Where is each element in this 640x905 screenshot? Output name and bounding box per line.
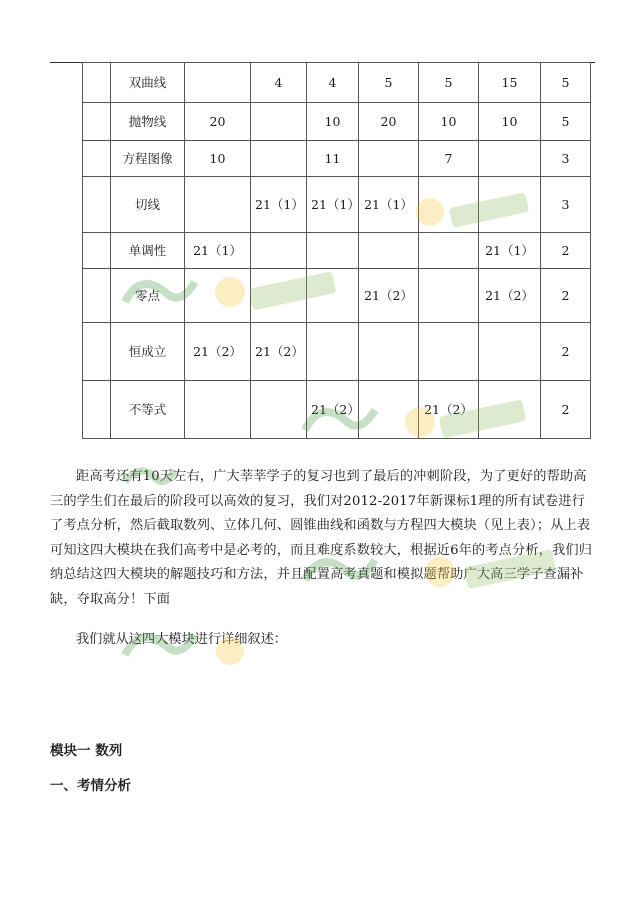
value-cell: [251, 233, 307, 269]
value-cell: [419, 177, 479, 233]
value-cell: 7: [419, 141, 479, 177]
value-cell: [359, 233, 419, 269]
value-cell: 21（2）: [185, 323, 251, 381]
topic-cell: 不等式: [111, 381, 185, 439]
intro-paragraph: 距高考还有10天左右，广大莘莘学子的复习也到了最后的冲刺阶段，为了更好的帮助高三的学生们在最后的阶段可以高效的复习，我们对2012-2017年新课标1理的所有试卷进行了考点分析，然后截取数列、立体几何、圆锥曲线和函数与方程四大模块（见上表）；从上表可知这四大模块在我们高考中是必考的，而且难度系数较大，根据近6年的考点分析，我们归纳总结这四大模块的解题技巧和方法，并且配置高考真题和模拟题帮助广大高三学子查漏补缺，夺取高分！下面: [50, 469, 593, 607]
table-row: [83, 103, 591, 141]
table-row: [83, 63, 591, 103]
value-cell: [419, 269, 479, 323]
value-cell: [251, 269, 307, 323]
value-cell: 4: [251, 63, 307, 103]
value-cell: 5: [359, 63, 419, 103]
table-row: [83, 269, 591, 323]
value-cell: 10: [479, 103, 541, 141]
value-cell: 2: [541, 269, 591, 323]
row-spacer-cell: [83, 323, 111, 381]
value-cell: [185, 381, 251, 439]
row-spacer-cell: [83, 269, 111, 323]
exam-stats-table: [82, 62, 591, 439]
value-cell: [185, 177, 251, 233]
value-cell: 10: [185, 141, 251, 177]
topic-cell: 单调性: [111, 233, 185, 269]
value-cell: [359, 381, 419, 439]
value-cell: 20: [359, 103, 419, 141]
topic-cell: 抛物线: [111, 103, 185, 141]
row-spacer-cell: [83, 233, 111, 269]
value-cell: 20: [185, 103, 251, 141]
table-row: [83, 323, 591, 381]
value-cell: 21（1）: [307, 177, 359, 233]
value-cell: [359, 141, 419, 177]
value-cell: 2: [541, 323, 591, 381]
value-cell: 3: [541, 141, 591, 177]
value-cell: 21（1）: [185, 233, 251, 269]
table-body: [83, 63, 591, 439]
value-cell: 21（1）: [359, 177, 419, 233]
value-cell: [359, 323, 419, 381]
row-spacer-cell: [83, 103, 111, 141]
value-cell: 21（2）: [307, 381, 359, 439]
module-heading: 模块一 数列: [50, 743, 123, 759]
table-row: [83, 381, 591, 439]
value-cell: 3: [541, 177, 591, 233]
value-cell: [251, 381, 307, 439]
value-cell: [419, 323, 479, 381]
value-cell: 21（2）: [479, 269, 541, 323]
value-cell: 21（2）: [251, 323, 307, 381]
value-cell: 15: [479, 63, 541, 103]
value-cell: [185, 63, 251, 103]
section-heading: 一、考情分析: [50, 778, 131, 794]
value-cell: 21（1）: [251, 177, 307, 233]
value-cell: [251, 103, 307, 141]
topic-cell: 方程图像: [111, 141, 185, 177]
second-paragraph: 我们就从这四大模块进行详细叙述：: [76, 632, 287, 647]
row-spacer-cell: [83, 381, 111, 439]
value-cell: [185, 269, 251, 323]
value-cell: 4: [307, 63, 359, 103]
value-cell: [307, 269, 359, 323]
value-cell: [307, 233, 359, 269]
value-cell: 5: [419, 63, 479, 103]
topic-cell: 双曲线: [111, 63, 185, 103]
value-cell: 5: [541, 103, 591, 141]
value-cell: 2: [541, 233, 591, 269]
table-row: [83, 233, 591, 269]
value-cell: 5: [541, 63, 591, 103]
value-cell: 10: [307, 103, 359, 141]
row-spacer-cell: [83, 141, 111, 177]
topic-cell: 零点: [111, 269, 185, 323]
value-cell: [419, 233, 479, 269]
value-cell: [479, 177, 541, 233]
value-cell: 10: [419, 103, 479, 141]
row-spacer-cell: [83, 177, 111, 233]
value-cell: 2: [541, 381, 591, 439]
value-cell: 21（1）: [479, 233, 541, 269]
table-row: [83, 141, 591, 177]
value-cell: [479, 381, 541, 439]
value-cell: [251, 141, 307, 177]
value-cell: 21（2）: [359, 269, 419, 323]
value-cell: 11: [307, 141, 359, 177]
value-cell: 21（2）: [419, 381, 479, 439]
value-cell: [479, 323, 541, 381]
topic-cell: 恒成立: [111, 323, 185, 381]
exam-stats-table-wrapper: [82, 62, 590, 439]
topic-cell: 切线: [111, 177, 185, 233]
value-cell: [479, 141, 541, 177]
value-cell: [307, 323, 359, 381]
table-row: [83, 177, 591, 233]
row-spacer-cell: [83, 63, 111, 103]
